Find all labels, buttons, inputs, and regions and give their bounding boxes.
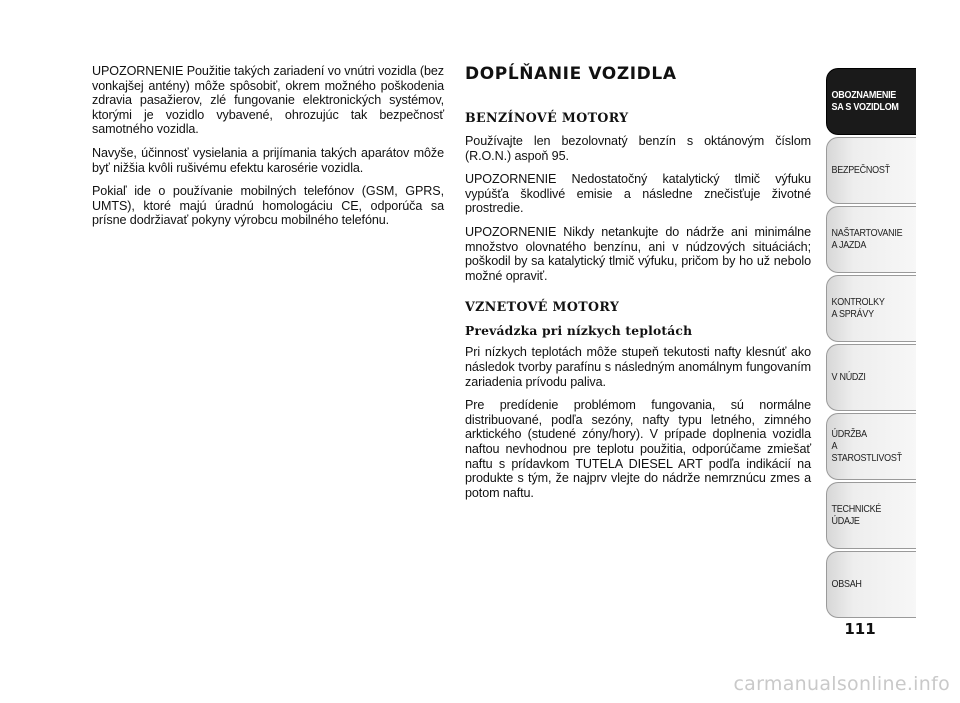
body-paragraph: Pre predídenie problémom fungovania, sú normálne distribuované, podľa sezóny, nafty typu letného, zimného arktického (studené zóny/hory). V prípade doplnenia vozidla naftou nevhodnou pre teplotu použitia, odporúčame zmiešať naftu s prídavkom TUTELA DIESEL ART podľa indikácií na produkte s tým, že najprv vlejte do nádrže nemrznúcu zmes a potom naftu. xyxy=(465,398,811,500)
tab-label: V NÚDZI xyxy=(831,371,866,383)
body-paragraph: Pokiaľ ide o používanie mobilných telefónov (GSM, GPRS, UMTS), ktoré majú úradnú homologáciu CE, odporúča sa prísne dodržiavať pokyny výrobcu mobilného telefónu. xyxy=(92,184,444,228)
section-title: DOPĹŇANIE VOZIDLA xyxy=(465,64,677,84)
warning-paragraph: UPOZORNENIE Nedostatočný katalytický tlmič výfuku vypúšťa škodlivé emisie a následne znečisťuje životné prostredie. xyxy=(465,172,811,216)
tab-technical-data[interactable] xyxy=(826,482,916,549)
tab-label: BEZPEČNOSŤ xyxy=(831,164,890,176)
tab-label: OBOZNAMENIE SA S VOZIDLOM xyxy=(831,89,899,113)
warning-paragraph: UPOZORNENIE Nikdy netankujte do nádrže ani minimálne množstvo olovnatého benzínu, ani v núdzových situáciách; poškodil by sa katalytický tlmič výfuku, pričom by ho už nebolo možné opraviť. xyxy=(465,224,811,283)
diesel-subheading: Prevádzka pri nízkych teplotách xyxy=(465,323,693,339)
tab-safety[interactable] xyxy=(826,137,916,204)
warning-paragraph: UPOZORNENIE Použitie takých zariadení vo vnútri vozidla (bez vonkajšej antény) môže spôsobiť, okrem možného poškodenia zdravia pasažierov, zlé fungovanie elektronických systémov, ktorými je vozidlo vybavené, ohrozujúc tak bezpečnosť samotného vozidla. xyxy=(92,64,444,137)
right-column xyxy=(465,64,811,509)
body-paragraph: Navyše, účinnosť vysielania a prijímania takých aparátov môže byť nižšia kvôli rušivému efektu karosérie vozidla. xyxy=(92,145,444,175)
tab-label: TECHNICKÉ ÚDAJE xyxy=(831,503,882,527)
tab-starting-driving[interactable] xyxy=(826,206,916,273)
tab-label: ÚDRŽBA A STAROSTLIVOSŤ xyxy=(831,428,902,464)
watermark: carmanualsonline.info xyxy=(733,673,950,695)
left-column xyxy=(92,64,444,237)
tab-label: NAŠTARTOVANIE A JAZDA xyxy=(831,227,903,251)
tab-label: KONTROLKY A SPRÁVY xyxy=(831,296,885,320)
chapter-tab-index xyxy=(826,68,916,620)
tab-contents[interactable] xyxy=(826,551,916,618)
tab-emergency[interactable] xyxy=(826,344,916,411)
page-number: 111 xyxy=(844,620,876,638)
tab-warning-lights[interactable] xyxy=(826,275,916,342)
body-paragraph: Pri nízkych teplotách môže stupeň tekutosti nafty klesnúť ako následok tvorby parafínu s následným anomálnym fungovaním zariadenia prívodu paliva. xyxy=(465,345,811,389)
body-paragraph: Používajte len bezolovnatý benzín s oktánovým číslom (R.O.N.) aspoň 95. xyxy=(465,134,811,163)
petrol-heading: BENZÍNOVÉ MOTORY xyxy=(465,110,629,125)
tab-label: OBSAH xyxy=(831,578,862,590)
diesel-heading: VZNETOVÉ MOTORY xyxy=(465,299,620,315)
tab-maintenance[interactable] xyxy=(826,413,916,480)
tab-familiarization[interactable] xyxy=(826,68,916,135)
